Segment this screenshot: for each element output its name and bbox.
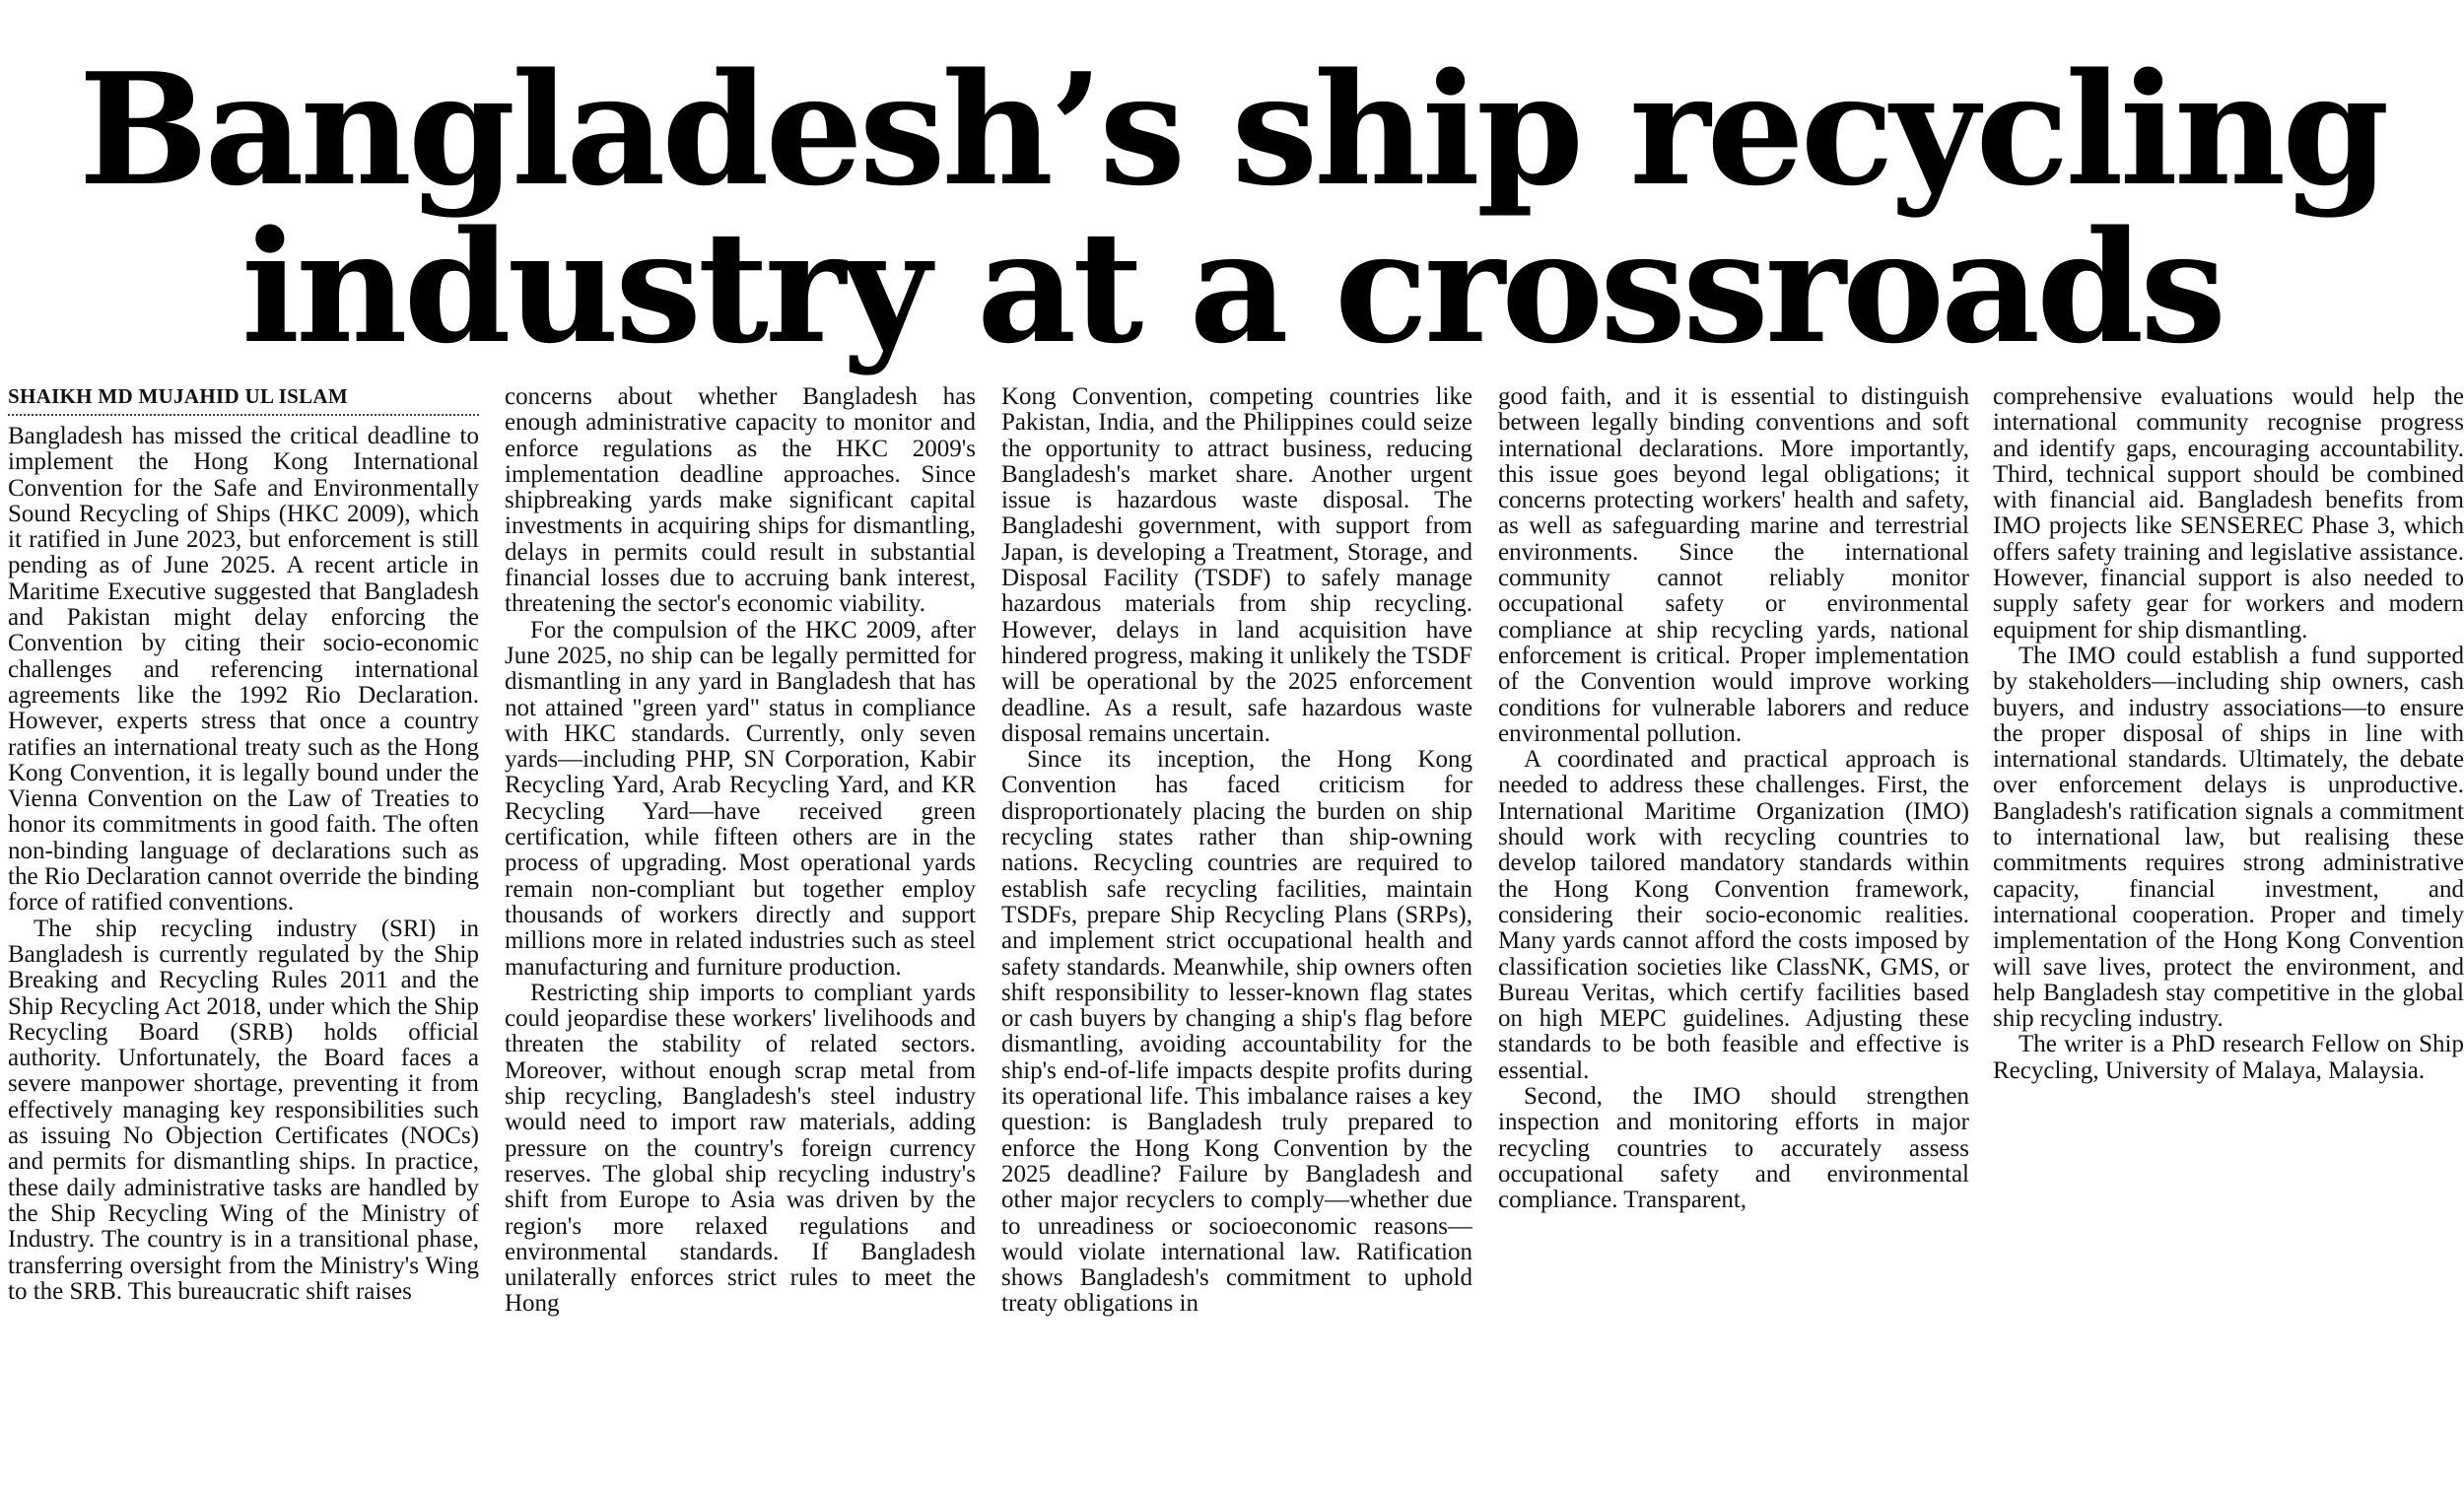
- paragraph: good faith, and it is essential to distinguish between legally binding conventions and soft international declarations. More importantly, this issue goes beyond legal obligations; it concerns protecting workers' health and safety, as well as safeguarding marine and terrestrial environments. Since the international community cannot reliably monitor occupational safety or environmental compliance at ship recycling yards, national enforcement is critical. Proper implementation of the Convention would improve working conditions for vulnerable laborers and reduce environmental pollution.: [1498, 384, 1969, 747]
- paragraph: Restricting ship imports to compliant yards could jeopardise these workers' livelihoods and threaten the stability of related sectors. Moreover, without enough scrap metal from ship recycling, Bangladesh's steel industry would need to import raw materials, adding pressure on the country's foreign currency reserves. The global ship recycling industry's shift from Europe to Asia was driven by the region's more relaxed regulations and environmental standards. If Bangladesh unilaterally enforces strict rules to meet the Hong: [505, 979, 976, 1318]
- paragraph: The IMO could establish a fund supported by stakeholders—including ship owners, cash buyers, and industry associations—to ensure the proper disposal of ships in line with international standards. Ultimately, the debate over enforcement delays is unproductive. Bangladesh's ratification signals a commitment to international law, but realising these commitments requires strong administrative capacity, financial investment, and international cooperation. Proper and timely implementation of the Hong Kong Convention will save lives, protect the environment, and help Bangladesh stay competitive in the global ship recycling industry.: [1993, 642, 2464, 1033]
- paragraph: Bangladesh has missed the critical deadline to implement the Hong Kong International Convention for the Safe and Environmentally Sound Recycling of Ships (HKC 2009), which it ratified in June 2023, but enforcement is still pending as of June 2025. A recent article in Maritime Executive suggested that Bangladesh and Pakistan might delay enforcing the Convention by citing their socio-economic challenges and referencing international agreements like the 1992 Rio Declaration. However, experts stress that once a country ratifies an international treaty such as the Hong Kong Convention, it is legally bound under the Vienna Convention on the Law of Treaties to honor its commitments in good faith. The often non-binding language of declarations such as the Rio Declaration cannot override the binding force of ratified conventions.: [8, 423, 479, 917]
- article-column-3: [1001, 384, 1472, 1488]
- headline-line-2: industry at a crossroads: [240, 197, 2224, 377]
- paragraph: Since its inception, the Hong Kong Convention has faced criticism for disproportionately placing the burden on ship recycling states rather than ship-owning nations. Recycling countries are required to establish safe recycling facilities, maintain TSDFs, prepare Ship Recycling Plans (SRPs), and implement strict occupational health and safety standards. Meanwhile, ship owners often shift responsibility to lesser-known flag states or cash buyers by changing a ship's flag before dismantling, avoiding accountability for the ship's end-of-life impacts despite profits during its operational life. This imbalance raises a key question: is Bangladesh truly prepared to enforce the Hong Kong Convention by the 2025 deadline? Failure by Bangladesh and other major recyclers to comply—whether due to unreadiness or socioeconomic reasons—would violate international law. Ratification shows Bangladesh's commitment to uphold treaty obligations in: [1001, 746, 1472, 1318]
- paragraph: The ship recycling industry (SRI) in Bangladesh is currently regulated by the Ship Breaking and Recycling Rules 2011 and the Ship Recycling Act 2018, under which the Ship Recycling Board (SRB) holds official authority. Unfortunately, the Board faces a severe manpower shortage, preventing it from effectively managing key responsibilities such as issuing No Objection Certificates (NOCs) and permits for dismantling ships. In practice, these daily administrative tasks are handled by the Ship Recycling Wing of the Ministry of Industry. The country is in a transitional phase, transferring oversight from the Ministry's Wing to the SRB. This bureaucratic shift raises: [8, 915, 479, 1305]
- paragraph: Second, the IMO should strengthen inspection and monitoring efforts in major recycling countries to accurately assess occupational safety and environmental compliance. Transparent,: [1498, 1083, 1969, 1214]
- headline-line-1: Bangladesh’s ship recycling: [78, 39, 2386, 220]
- article-column-1: [8, 384, 479, 1488]
- paragraph: comprehensive evaluations would help the international community recognise progress and identify gaps, encouraging accountability. Third, technical support should be combined with financial aid. Bangladesh benefits from IMO projects like SENSEREC Phase 3, which offers safety training and legislative assistance. However, financial support is also needed to supply safety gear for workers and modern equipment for ship dismantling.: [1993, 384, 2464, 644]
- writer-note: The writer is a PhD research Fellow on Ship Recycling, University of Malaya, Malaysia.: [1993, 1031, 2464, 1084]
- paragraph: concerns about whether Bangladesh has enough administrative capacity to monitor and enforce regulations as the HKC 2009's implementation deadline approaches. Since shipbreaking yards make significant capital investments in acquiring ships for dismantling, delays in permits could result in substantial financial losses due to accruing bank interest, threatening the sector's economic viability.: [505, 384, 976, 618]
- paragraph: A coordinated and practical approach is needed to address these challenges. First, the International Maritime Organization (IMO) should work with recycling countries to develop tailored mandatory standards within the Hong Kong Convention framework, considering their socio-economic realities. Many yards cannot afford the costs imposed by classification societies like ClassNK, GMS, or Bureau Veritas, which certify facilities based on high MEPC guidelines. Adjusting these standards to be both feasible and effective is essential.: [1498, 746, 1969, 1084]
- paragraph: Kong Convention, competing countries like Pakistan, India, and the Philippines could seize the opportunity to attract business, reducing Bangladesh's market share. Another urgent issue is hazardous waste disposal. The Bangladeshi government, with support from Japan, is developing a Treatment, Storage, and Disposal Facility (TSDF) to safely manage hazardous materials from ship recycling. However, delays in land acquisition have hindered progress, making it unlikely the TSDF will be operational by the 2025 enforcement deadline. As a result, safe hazardous waste disposal remains uncertain.: [1001, 384, 1472, 747]
- article-column-2: [505, 384, 976, 1488]
- byline: SHAIKH MD MUJAHID UL ISLAM: [8, 384, 479, 416]
- article-column-5: [1993, 384, 2464, 1488]
- paragraph: For the compulsion of the HKC 2009, after June 2025, no ship can be legally permitted for dismantling in any yard in Bangladesh that has not attained "green yard" status in compliance with HKC standards. Currently, only seven yards—including PHP, SN Corporation, Kabir Recycling Yard, Arab Recycling Yard, and KR Recycling Yard—have received green certification, while fifteen others are in the process of upgrading. Most operational yards remain non-compliant but together employ thousands of workers directly and support millions more in related industries such as steel manufacturing and furniture production.: [505, 616, 976, 981]
- article-column-4: [1498, 384, 1969, 1488]
- article-headline: [0, 39, 2464, 377]
